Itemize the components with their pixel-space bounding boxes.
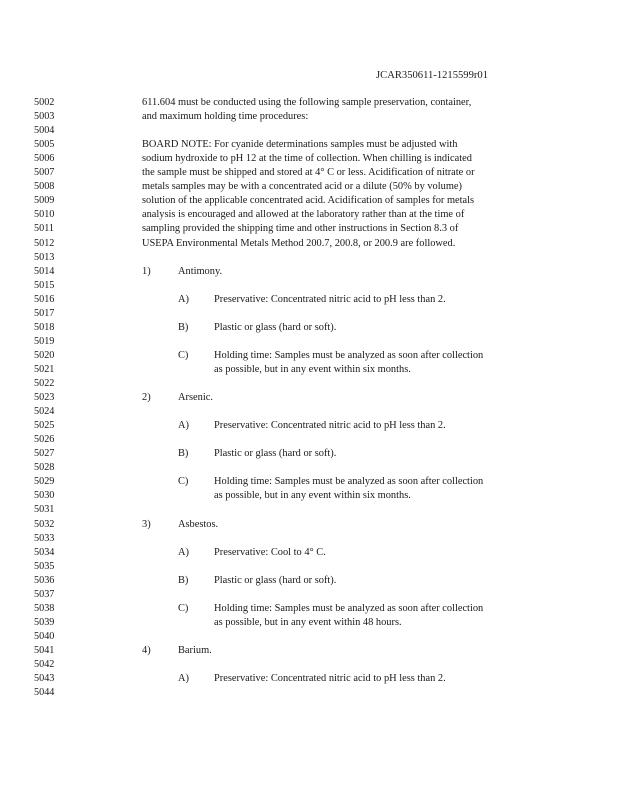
line-number: 5008: [34, 181, 55, 193]
line-number: 5037: [34, 588, 55, 600]
line-number: 5016: [34, 293, 55, 305]
board-note-line: BOARD NOTE: For cyanide determinations samples must be adjusted with: [142, 139, 458, 151]
line-number: 5029: [34, 476, 55, 488]
item-name: Arsenic.: [178, 392, 213, 404]
item-name: Antimony.: [178, 265, 223, 277]
sub-item-text: as possible, but in any event within six months.: [214, 490, 411, 502]
line-number: 5020: [34, 349, 55, 361]
item-name: Barium.: [178, 644, 212, 656]
line-number: 5003: [34, 111, 55, 123]
line-number: 5035: [34, 560, 55, 572]
line-number: 5043: [34, 673, 55, 685]
line-number: 5012: [34, 237, 55, 249]
line-number: 5009: [34, 195, 55, 207]
line-number: 5007: [34, 167, 55, 179]
line-number: 5042: [34, 659, 55, 670]
sub-item-letter: C): [178, 349, 189, 361]
board-note-line: sampling provided the shipping time and other instructions in Section 8.3 of: [142, 223, 459, 235]
sub-item-letter: B): [178, 574, 189, 586]
line-number: 5002: [34, 97, 55, 108]
item-number: 2): [142, 392, 151, 404]
line-number: 5028: [34, 462, 55, 474]
sub-item-letter: A): [178, 293, 189, 305]
sub-item-letter: A): [178, 673, 189, 685]
board-note-line: analysis is encouraged and allowed at the laboratory rather than at the time of: [142, 209, 465, 221]
line-number: 5018: [34, 321, 55, 333]
line-number: 5024: [34, 406, 55, 418]
sub-item-text: Holding time: Samples must be analyzed as soon after collection: [214, 476, 484, 488]
sub-item-text: Preservative: Concentrated nitric acid to pH less than 2.: [214, 293, 446, 305]
line-number: 5022: [34, 378, 55, 389]
board-note-line: sodium hydroxide to pH 12 at the time of collection. When chilling is indicated: [142, 153, 472, 165]
sub-item-text: Preservative: Concentrated nitric acid to pH less than 2.: [214, 673, 446, 685]
sub-item-letter: C): [178, 476, 189, 488]
line-number: 5013: [34, 251, 55, 263]
sub-item-text: Preservative: Cool to 4° C.: [214, 546, 326, 558]
sub-item-text: Holding time: Samples must be analyzed as soon after collection: [214, 349, 484, 361]
line-number: 5015: [34, 279, 55, 291]
sub-item-letter: A): [178, 546, 189, 558]
sub-item-letter: C): [178, 602, 189, 614]
line-number: 5034: [34, 546, 55, 558]
line-number: 5030: [34, 490, 55, 502]
sub-item-letter: B): [178, 321, 189, 333]
item-number: 3): [142, 518, 151, 530]
board-note-line: solution of the applicable concentrated acid. Acidification of samples for metals: [142, 195, 475, 207]
sub-item-text: Plastic or glass (hard or soft).: [214, 448, 337, 460]
line-number: 5039: [34, 616, 55, 628]
line-number: 5031: [34, 504, 55, 516]
sub-item-letter: B): [178, 448, 189, 460]
board-note-line: the sample must be shipped and stored at 4° C or less. Acidification of nitrate or: [142, 167, 475, 179]
line-number: 5038: [34, 602, 55, 614]
line-number: 5021: [34, 363, 55, 375]
line-number: 5006: [34, 153, 55, 165]
line-number: 5044: [34, 687, 55, 699]
sub-item-letter: A): [178, 420, 189, 432]
line-number: 5040: [34, 630, 55, 642]
sub-item-text: as possible, but in any event within 48 hours.: [214, 616, 402, 628]
sub-item-text: as possible, but in any event within six months.: [214, 363, 411, 375]
line-number: 5032: [34, 518, 55, 530]
intro-line: 611.604 must be conducted using the following sample preservation, container,: [142, 97, 472, 108]
line-number: 5017: [34, 307, 55, 319]
line-number: 5005: [34, 139, 55, 151]
item-name: Asbestos.: [178, 518, 219, 530]
line-number: 5019: [34, 335, 55, 347]
item-number: 1): [142, 265, 151, 277]
sub-item-text: Plastic or glass (hard or soft).: [214, 574, 337, 586]
item-number: 4): [142, 644, 151, 656]
line-number: 5033: [34, 532, 55, 544]
line-number: 5041: [34, 644, 55, 656]
board-note-line: metals samples may be with a concentrated acid or a dilute (50% by volume): [142, 181, 462, 193]
sub-item-text: Holding time: Samples must be analyzed as soon after collection: [214, 602, 484, 614]
sub-item-text: Plastic or glass (hard or soft).: [214, 321, 337, 333]
document-id: JCAR350611-1215599r01: [376, 70, 489, 81]
line-number: 5004: [34, 125, 55, 137]
line-number: 5036: [34, 574, 55, 586]
line-number: 5026: [34, 434, 55, 446]
board-note-line: USEPA Environmental Metals Method 200.7, 200.8, or 200.9 are followed.: [142, 237, 456, 249]
line-number: 5014: [34, 265, 55, 277]
line-number: 5027: [34, 448, 55, 460]
sub-item-text: Preservative: Concentrated nitric acid to pH less than 2.: [214, 420, 446, 432]
line-number: 5010: [34, 209, 55, 221]
intro-line: and maximum holding time procedures:: [142, 111, 309, 123]
line-number: 5025: [34, 420, 55, 432]
line-number: 5023: [34, 392, 55, 404]
line-number: 5011: [34, 223, 54, 235]
